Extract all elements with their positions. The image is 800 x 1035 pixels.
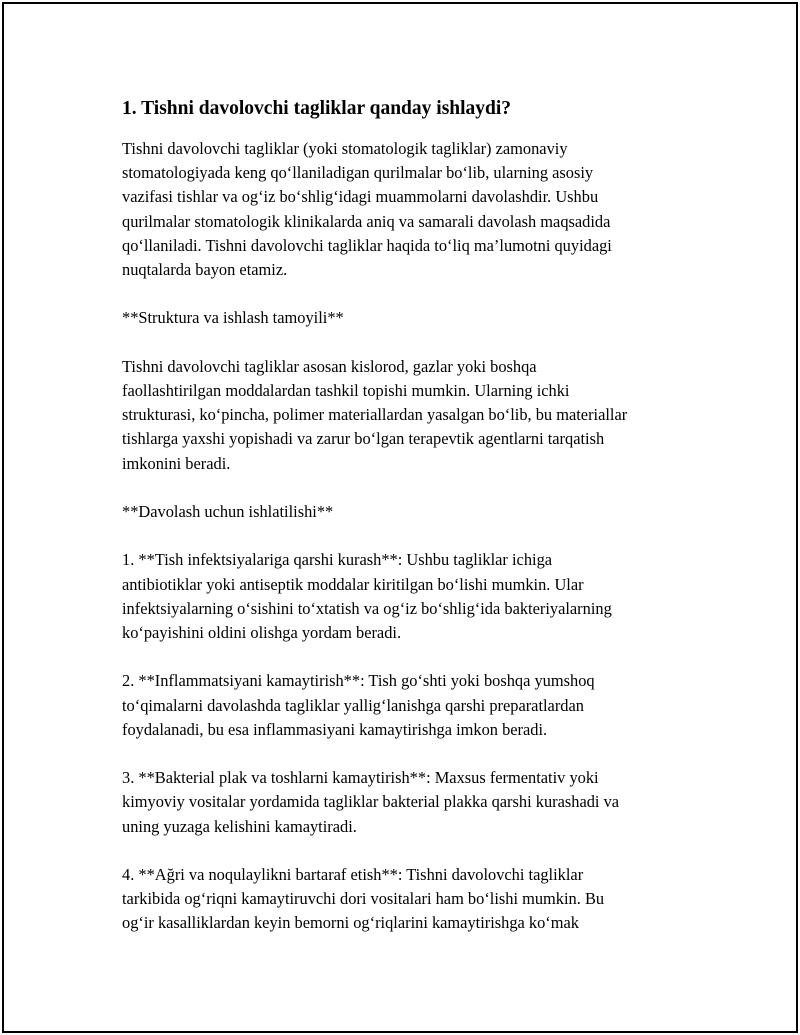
text-line: og‘ir kasalliklardan keyin bemorni og‘riqlarini kamaytirishga ko‘mak bbox=[122, 913, 579, 933]
list-item-1 bbox=[122, 548, 702, 645]
text-line: ko‘payishini oldini olishga yordam beradi. bbox=[122, 623, 402, 642]
text-line: qurilmalar stomatologik klinikalarda aniq va samarali davolash maqsadida bbox=[122, 211, 611, 231]
text-line: vazifasi tishlar va og‘iz bo‘shlig‘idagi muammolarni davolashdir. Ushbu bbox=[122, 187, 599, 207]
section-heading-structure bbox=[122, 306, 702, 330]
text-line: foydalanadi, bu esa inflammasiyani kamaytirishga imkon beradi. bbox=[122, 719, 548, 739]
list-item-3 bbox=[122, 766, 702, 839]
document-body bbox=[122, 96, 702, 960]
text-line: strukturasi, ko‘pincha, polimer materiallardan yasalgan bo‘lib, bu materiallar bbox=[122, 405, 628, 425]
text-line: kimyoviy vositalar yordamida tagliklar bakterial plakka qarshi kurashadi va bbox=[122, 792, 620, 812]
text-line: **Davolash uchun ishlatilishi** bbox=[122, 502, 334, 521]
text-line: to‘qimalarni davolashda tagliklar yallig‘lanishga qarshi preparatlardan bbox=[122, 695, 584, 715]
text-line: faollashtirilgan moddalardan tashkil topishi mumkin. Ularning ichki bbox=[122, 381, 570, 400]
text-line: uning yuzaga kelishini kamaytiradi. bbox=[122, 816, 357, 836]
text-line: 2. **Inflammatsiyani kamaytirish**: Tish go‘shti yoki boshqa yumshoq bbox=[122, 671, 595, 691]
text-line: nuqtalarda bayon etamiz. bbox=[122, 260, 288, 280]
list-item-4 bbox=[122, 863, 702, 936]
structure-paragraph bbox=[122, 355, 702, 476]
text-line: qo‘llaniladi. Tishni davolovchi tagliklar haqida to‘liq ma’lumotni quyidagi bbox=[122, 235, 612, 255]
text-line: tishlarga yaxshi yopishadi va zarur bo‘lgan terapevtik agentlarni tarqatish bbox=[122, 429, 605, 449]
text-line: **Struktura va ishlash tamoyili** bbox=[122, 308, 344, 328]
section-heading-usage bbox=[122, 500, 702, 524]
document-title: 1. Tishni davolovchi tagliklar qanday ishlaydi? bbox=[122, 98, 512, 119]
text-line: imkonini beradi. bbox=[122, 453, 231, 473]
text-line: antibiotiklar yoki antiseptik moddalar kiritilgan bo‘lishi mumkin. Ular bbox=[122, 574, 584, 594]
intro-paragraph bbox=[122, 137, 702, 282]
text-line: stomatologiyada keng qo‘llaniladigan qurilmalar bo‘lib, ularning asosiy bbox=[122, 163, 594, 183]
text-line: Tishni davolovchi tagliklar asosan kislorod, gazlar yoki boshqa bbox=[122, 356, 537, 376]
text-line: 3. **Bakterial plak va toshlarni kamaytirish**: Maxsus fermentativ yoki bbox=[122, 768, 599, 788]
text-line: 4. **Ağri va noqulaylikni bartaraf etish**: Tishni davolovchi tagliklar bbox=[122, 864, 584, 884]
page-frame bbox=[2, 2, 798, 1033]
text-line: Tishni davolovchi tagliklar (yoki stomatologik tagliklar) zamonaviy bbox=[122, 139, 568, 158]
text-line: infektsiyalarning o‘sishini to‘xtatish va og‘iz bo‘shlig‘ida bakteriyalarning bbox=[122, 598, 612, 618]
text-line: 1. **Tish infektsiyalariga qarshi kurash**: Ushbu tagliklar ichiga bbox=[122, 550, 553, 570]
text-line: tarkibida og‘riqni kamaytiruvchi dori vositalari ham bo‘lishi mumkin. Bu bbox=[122, 889, 605, 909]
list-item-2 bbox=[122, 669, 702, 742]
